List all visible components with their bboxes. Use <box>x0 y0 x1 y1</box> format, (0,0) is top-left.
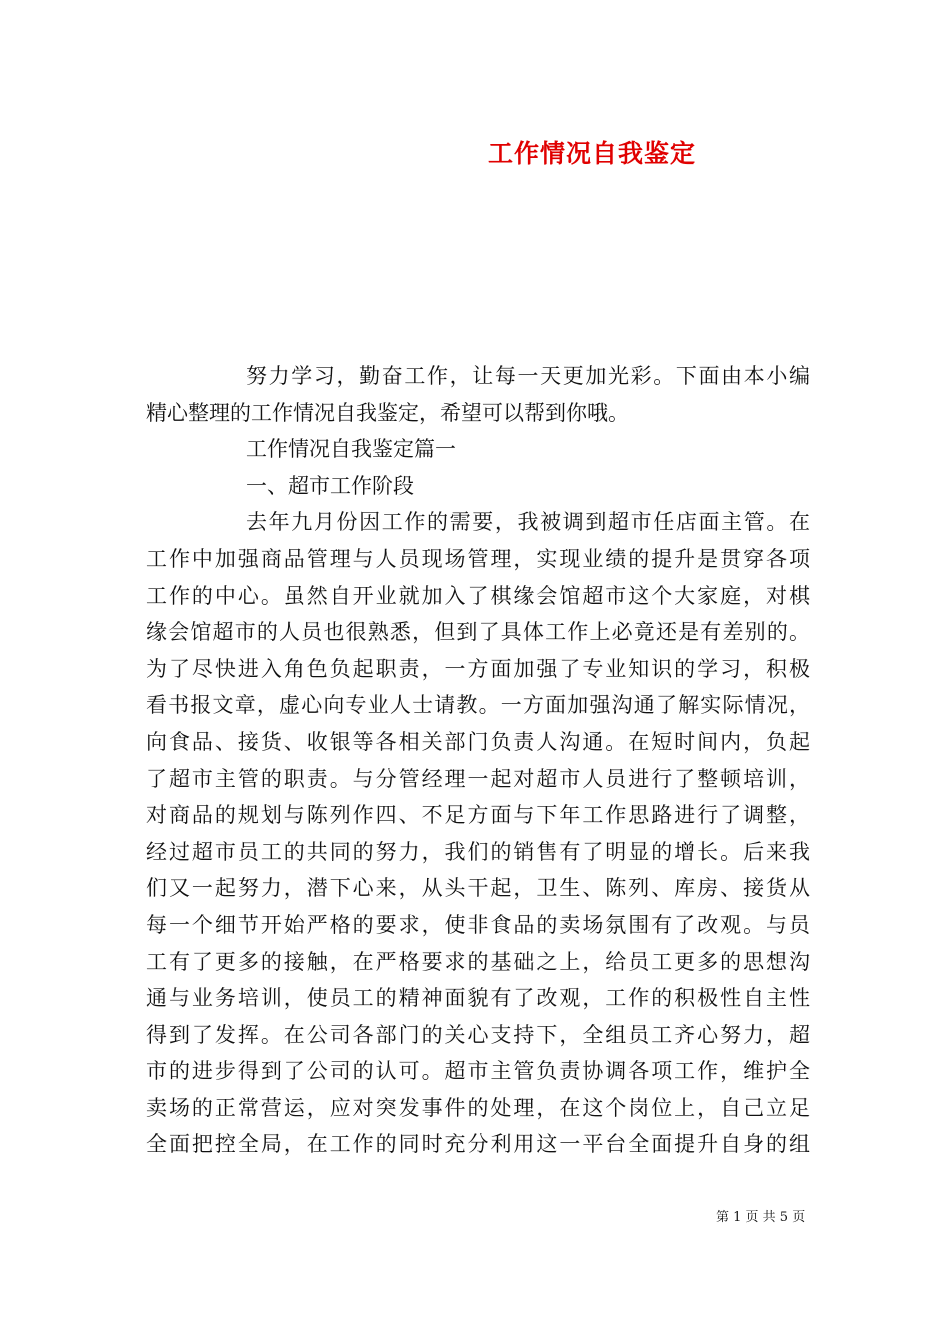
document-body <box>146 358 810 1163</box>
body-line: 通与业务培训，使员工的精神面貌有了改观，工作的积极性自主性 <box>146 986 810 1011</box>
body-line: 经过超市员工的共同的努力，我们的销售有了明显的增长。后来我 <box>146 839 810 864</box>
body-line: 全面把控全局，在工作的同时充分利用这一平台全面提升自身的组 <box>146 1132 810 1157</box>
body-line: 得到了发挥。在公司各部门的关心支持下，全组员工齐心努力，超 <box>146 1022 810 1047</box>
body-line: 努力学习，勤奋工作，让每一天更加光彩。下面由本小编 <box>246 364 810 388</box>
body-line: 对商品的规划与陈列作四、不足方面与下年工作思路进行了调整， <box>146 803 810 828</box>
body-line: 看书报文章，虚心向专业人士请教。一方面加强沟通了解实际情况， <box>146 693 810 718</box>
body-line: 卖场的正常营运，应对突发事件的处理，在这个岗位上，自己立足 <box>146 1095 810 1120</box>
body-line: 工作的中心。虽然自开业就加入了棋缘会馆超市这个大家庭，对棋 <box>146 583 810 608</box>
body-line: 向食品、接货、收银等各相关部门负责人沟通。在短时间内，负起 <box>146 729 810 754</box>
body-line: 市的进步得到了公司的认可。超市主管负责协调各项工作，维护全 <box>146 1059 810 1084</box>
body-line: 工有了更多的接触，在严格要求的基础之上，给员工更多的思想沟 <box>146 949 810 974</box>
subsection-heading: 一、超市工作阶段 <box>246 473 414 498</box>
body-line: 了超市主管的职责。与分管经理一起对超市人员进行了整顿培训， <box>146 766 810 791</box>
body-line: 去年九月份因工作的需要，我被调到超市任店面主管。在 <box>246 510 810 535</box>
body-line: 每一个细节开始严格的要求，使非食品的卖场氛围有了改观。与员 <box>146 912 810 937</box>
body-line: 为了尽快进入角色负起职责，一方面加强了专业知识的学习，积极 <box>146 656 810 681</box>
body-line: 们又一起努力，潜下心来，从头干起，卫生、陈列、库房、接货从 <box>146 876 810 901</box>
body-line: 工作中加强商品管理与人员现场管理，实现业绩的提升是贯穿各项 <box>146 546 810 571</box>
section-title: 工作情况自我鉴定篇一 <box>246 437 456 462</box>
document-title: 工作情况自我鉴定 <box>488 139 697 168</box>
page-number: 第 1 页 共 5 页 <box>716 1210 806 1225</box>
body-line: 精心整理的工作情况自我鉴定，希望可以帮到你哦。 <box>146 400 629 425</box>
body-line: 缘会馆超市的人员也很熟悉，但到了具体工作上必竟还是有差别的。 <box>146 620 810 645</box>
